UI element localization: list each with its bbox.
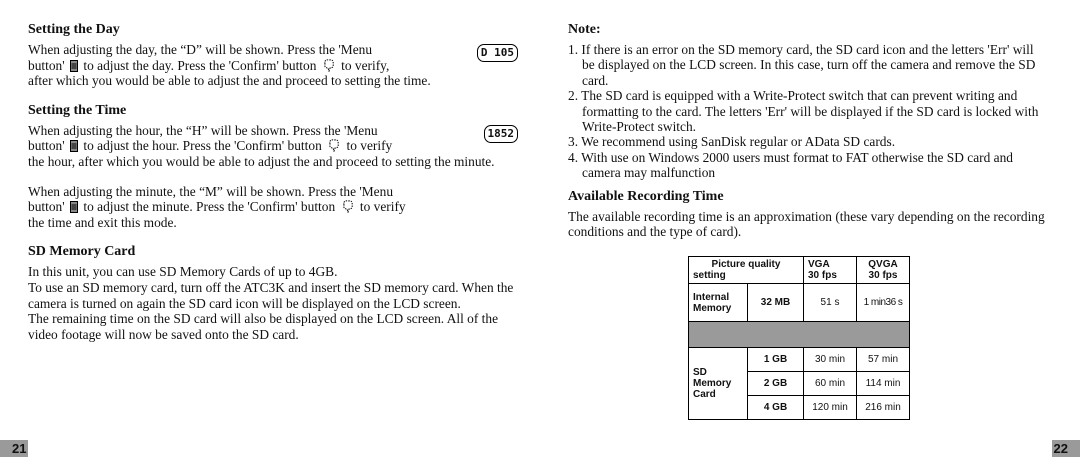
left-column [28, 22, 518, 342]
day-paragraph: When adjusting the day, the “D” will be shown. Press the 'Menu button' to adjust the day. Press the 'Confirm' button to verify, after which you would be able to adjust the and proceed to setting the time. [28, 42, 431, 89]
table-row: 4 GB 120 min 216 min [689, 396, 910, 420]
time-paragraph: When adjusting the hour, the “H” will be shown. Press the 'Menu button' to adjust the hour. Press the 'Confirm' button to verify the hour, after which you would be able to adjust the and proceed to setting the minute. [28, 122, 495, 169]
day-heading: Setting the Day [28, 22, 120, 37]
header-qvga: QVGA 30 fps [857, 257, 910, 284]
menu-button-icon [70, 140, 78, 152]
internal-memory-label: Internal Memory [689, 284, 748, 322]
note-item: 1. If there is an error on the SD memory card, the SD card icon and the letters 'Err' will be displayed on the LCD screen. In this case, turn off the camera and remove the SD card. [568, 42, 1036, 88]
menu-button-icon [70, 60, 78, 72]
page-number-right: 22 [1052, 440, 1080, 457]
table-separator-row [689, 322, 910, 348]
confirm-button-icon [327, 138, 341, 152]
minute-paragraph: When adjusting the minute, the “M” will be shown. Press the 'Menu button' to adjust the minute. Press the 'Confirm' button to verify the time and exit this mode. [28, 183, 406, 230]
note-item: 3. We recommend using SanDisk regular or AData SD cards. [568, 134, 896, 150]
time-heading: Setting the Time [28, 102, 127, 118]
table-row: SD Memory Card 1 GB 30 min 57 min [689, 348, 910, 372]
right-column [568, 22, 1048, 240]
header-picture-quality: Picture quality setting [689, 257, 804, 284]
recording-time-table [688, 256, 910, 420]
table-row: Internal Memory 32 MB 51 s 1 min36 s [689, 284, 910, 322]
recording-paragraph: The available recording time is an approximation (these vary depending on the recording conditions and the type of card). [568, 208, 1045, 240]
confirm-button-icon [341, 199, 355, 213]
note-item: 4. With use on Windows 2000 users must format to FAT otherwise the SD card and camera may malfunction [568, 149, 1013, 181]
menu-button-icon [70, 201, 78, 213]
note-heading: Note: [568, 22, 601, 37]
confirm-button-icon [322, 58, 336, 72]
notes-list [568, 42, 1048, 181]
page-number-left: 21 [0, 440, 28, 457]
lcd-day-display: D 105 [477, 44, 518, 62]
lcd-time-display: 1852 [484, 125, 519, 143]
sd-paragraph-2: To use an SD memory card, turn off the ATC3K and insert the SD memory card. When the camera is turned on again the SD card icon will be displayed on the LCD screen. [28, 279, 514, 311]
sd-heading: SD Memory Card [28, 244, 136, 260]
table-row: 2 GB 60 min 114 min [689, 372, 910, 396]
sd-paragraph-3: The remaining time on the SD card will also be displayed on the LCD screen. All of the video footage will now be saved onto the SD card. [28, 311, 499, 342]
sd-paragraph-1: In this unit, you can use SD Memory Cards of up to 4GB. [28, 264, 338, 280]
table-header-row [689, 257, 910, 284]
recording-heading: Available Recording Time [568, 188, 724, 204]
sd-memory-label: SD Memory Card [689, 348, 748, 420]
header-vga: VGA 30 fps [804, 257, 857, 284]
note-item: 2. The SD card is equipped with a Write-Protect switch that can prevent writing and formatting to the card. The letters 'Err' will be displayed if the SD card is locked with Write-Protect switch. [568, 88, 1039, 135]
